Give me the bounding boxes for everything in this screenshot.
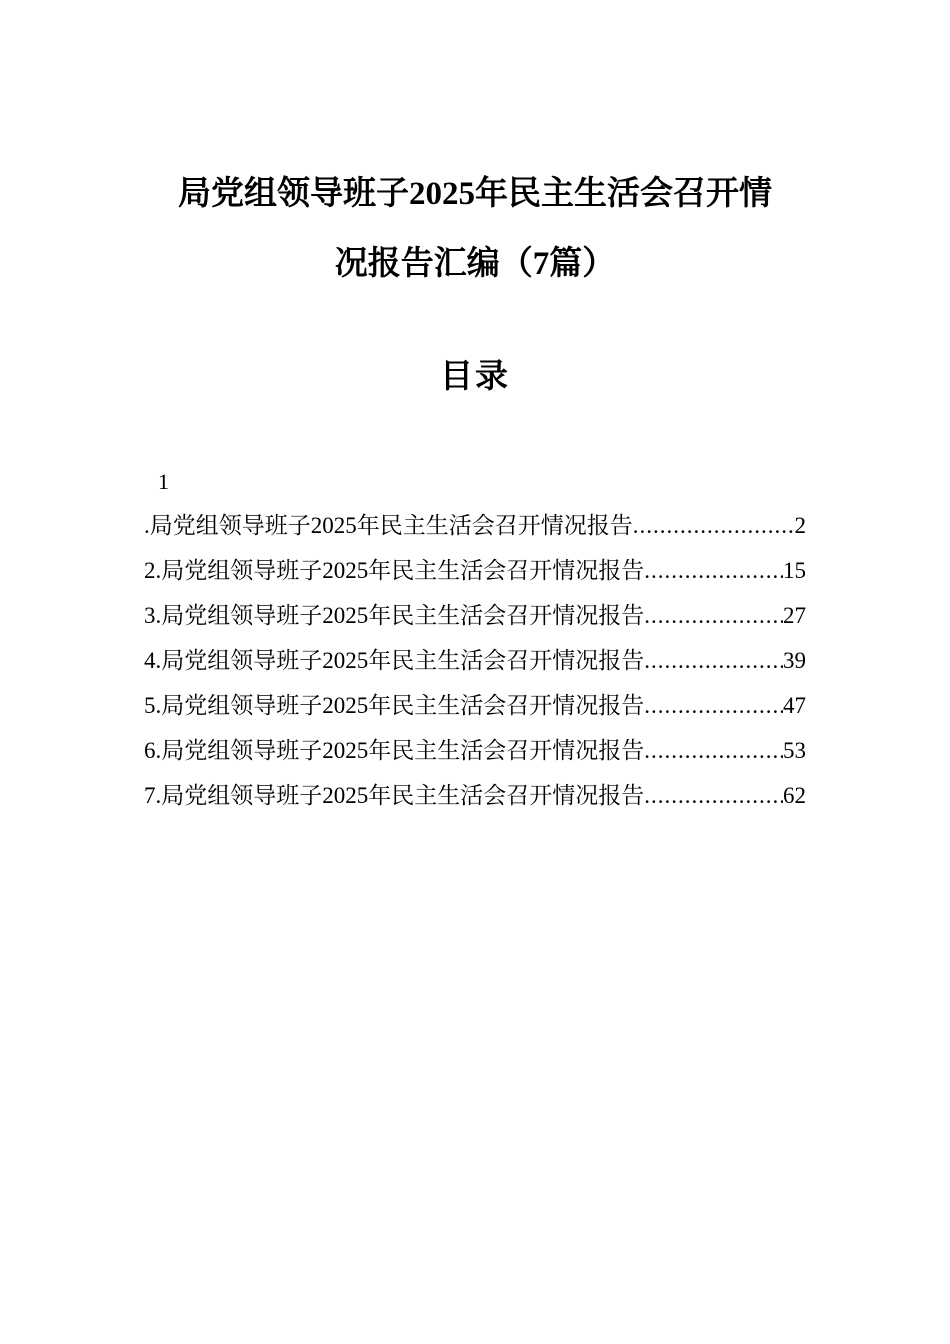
toc-entry-6[interactable] <box>144 735 806 780</box>
toc-page-number: 53 <box>783 738 806 763</box>
toc-page-number: 15 <box>783 558 806 583</box>
toc-page-number: 27 <box>783 603 806 628</box>
toc-leader-dots <box>644 735 783 767</box>
toc-leader-dots <box>644 555 783 587</box>
toc-leader-dots <box>644 690 783 722</box>
toc-entry-1[interactable] <box>144 510 806 555</box>
toc-entry-title: 2.局党组领导班子2025年民主生活会召开情况报告 <box>144 558 645 583</box>
toc-leader-dots <box>644 600 783 632</box>
toc-entry-3[interactable] <box>144 600 806 645</box>
toc-entry-7[interactable] <box>144 780 806 825</box>
toc-heading: 目录 <box>440 359 510 395</box>
toc-entry-title: 5.局党组领导班子2025年民主生活会召开情况报告 <box>144 693 645 718</box>
document-title-line-1: 局党组领导班子2025年民主生活会召开情 <box>178 176 772 212</box>
toc-leader-dots <box>644 780 783 812</box>
table-of-contents <box>144 510 806 825</box>
toc-entry-title: 6.局党组领导班子2025年民主生活会召开情况报告 <box>144 738 645 763</box>
toc-entry-title: 7.局党组领导班子2025年民主生活会召开情况报告 <box>144 783 645 808</box>
toc-page-number: 2 <box>794 513 806 538</box>
toc-entry-title: .局党组领导班子2025年民主生活会召开情况报告 <box>144 513 633 538</box>
toc-entry-2[interactable] <box>144 555 806 600</box>
toc-entry-5[interactable] <box>144 690 806 735</box>
toc-entry-title: 3.局党组领导班子2025年民主生活会召开情况报告 <box>144 603 645 628</box>
toc-page-number: 62 <box>783 783 806 808</box>
toc-entry-title: 4.局党组领导班子2025年民主生活会召开情况报告 <box>144 648 645 673</box>
toc-leader-dots <box>633 510 795 542</box>
toc-entry-4[interactable] <box>144 645 806 690</box>
toc-page-number: 39 <box>783 648 806 673</box>
document-title-line-2: 况报告汇编（7篇） <box>334 246 616 282</box>
toc-page-number: 47 <box>783 693 806 718</box>
toc-leader-dots <box>644 645 783 677</box>
toc-stray-number: 1 <box>158 469 169 494</box>
